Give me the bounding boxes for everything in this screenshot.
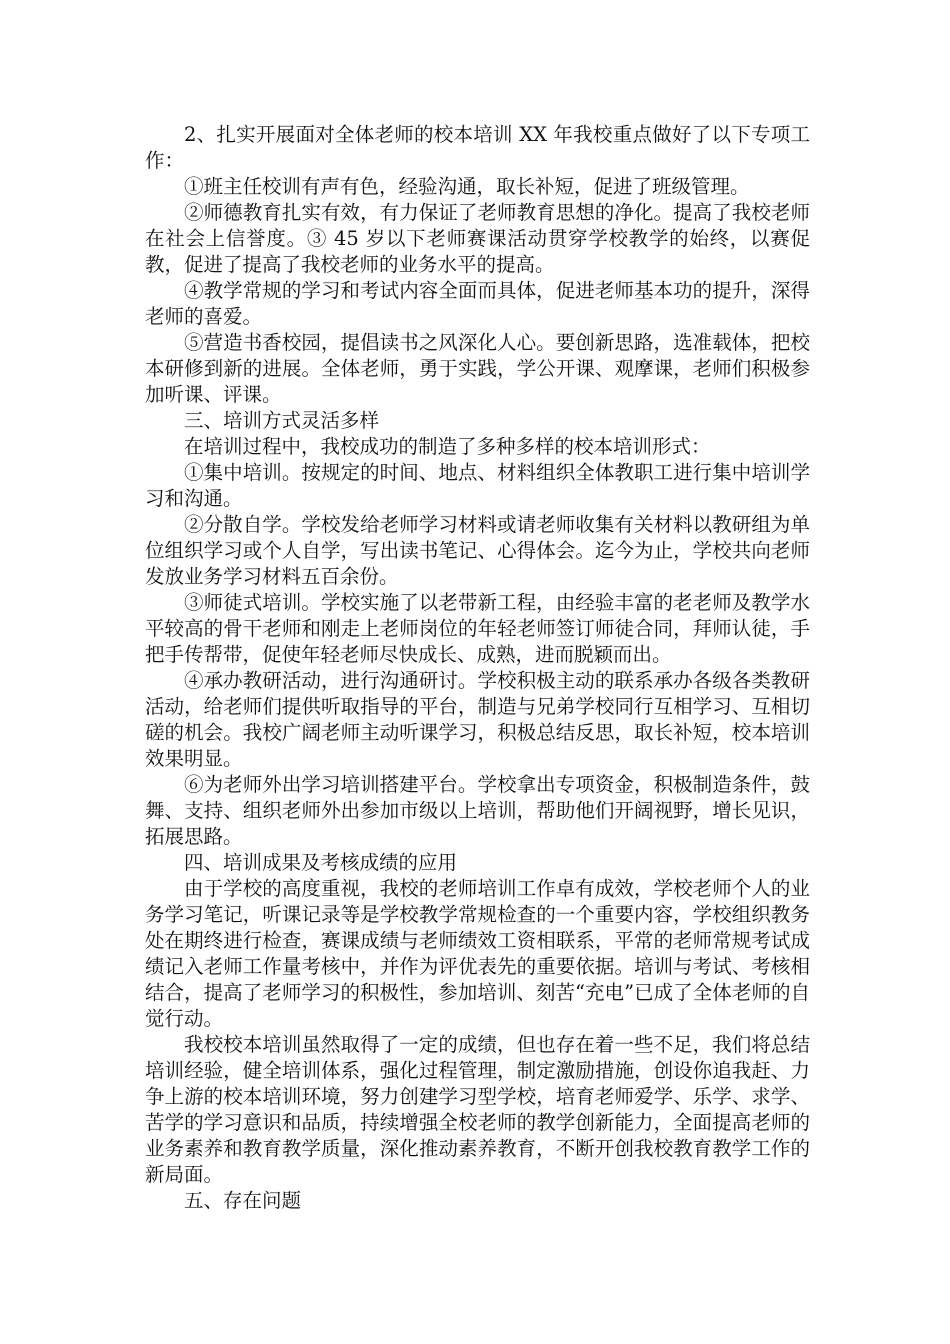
document-page (145, 122, 810, 1214)
paragraph-method-research: ④承办教研活动，进行沟通研讨。学校积极主动的联系承办各级各类教研活动，给老师们提供听取指导的平台，制造与兄弟学校同行互相学习、互相切磋的机会。我校广阔老师主动听课学习，积极总结反思，取长补短，校本培训效果明显。 (145, 669, 810, 770)
section-heading-problems: 五、存在问题 (184, 1189, 302, 1212)
paragraph-item-head-teacher: ①班主任校训有声有色，经验沟通，取长补短，促进了班级管理。 (184, 175, 750, 198)
paragraph-methods-intro: 在培训过程中，我校成功的制造了多种多样的校本培训形式： (184, 435, 711, 458)
paragraph-method-self-study: ②分散自学。学校发给老师学习材料或请老师收集有关材料以教研组为单位组织学习或个人自学，写出读书笔记、心得体会。迄今为止，学校共向老师发放业务学习材料五百余份。 (145, 513, 810, 588)
paragraph-method-centralized: ①集中培训。按规定的时间、地点、材料组织全体教职工进行集中培训学习和沟通。 (145, 461, 810, 510)
paragraph-method-mentorship: ③师徒式培训。学校实施了以老带新工程，由经验丰富的老老师及教学水平较高的骨干老师和刚走上老师岗位的年轻老师签订师徒合同，拜师认徒，手把手传帮带，促使年轻老师尽快成长、成熟，进而脱颖而出。 (145, 591, 810, 666)
paragraph-method-external: ⑥为老师外出学习培训搭建平台。学校拿出专项资金，积极制造条件，鼓舞、支持、组织老师外出参加市级以上培训，帮助他们开阔视野，增长见识，拓展思路。 (145, 773, 810, 848)
section-heading-results: 四、培训成果及考核成绩的应用 (184, 851, 458, 874)
paragraph-item-reading: ⑤营造书香校园，提倡读书之风深化人心。要创新思路，选准载体，把校本研修到新的进展。全体老师，勇于实践，学公开课、观摩课，老师们积极参加听课、评课。 (145, 331, 810, 406)
paragraph-results: 由于学校的高度重视，我校的老师培训工作卓有成效，学校老师个人的业务学习笔记，听课记录等是学校教学常规检查的一个重要内容，学校组织教务处在期终进行检查，赛课成绩与老师绩效工资相联系，平常的老师常规考试成绩记入老师工作量考核中，并作为评优表先的重要依据。培训与考试、考核相结合，提高了老师学习的积极性，参加培训、刻苦“充电”已成了全体老师的自觉行动。 (145, 877, 810, 1030)
paragraph-item-ethics: ②师德教育扎实有效，有力保证了老师教育思想的净化。提高了我校老师在社会上信誉度。③ 45 岁以下老师赛课活动贯穿学校教学的始终，以赛促教，促进了提高了我校老师的业务水平的提高。 (145, 201, 810, 276)
paragraph-summary: 我校校本培训虽然取得了一定的成绩，但也存在着一些不足，我们将总结培训经验，健全培训体系，强化过程管理，制定激励措施，创设你追我赶、力争上游的校本培训环境，努力创建学习型学校，培育老师爱学、乐学、求学、苦学的学习意识和品质，持续增强全校老师的教学创新能力，全面提高老师的业务素养和教育教学质量，深化推动素养教育，不断开创我校教育教学工作的新局面。 (145, 1033, 810, 1186)
paragraph-item-routine: ④教学常规的学习和考试内容全面而具体，促进老师基本功的提升，深得老师的喜爱。 (145, 279, 810, 328)
section-heading-methods: 三、培训方式灵活多样 (184, 409, 380, 432)
paragraph-training-items: 2、扎实开展面对全体老师的校本培训 XX 年我校重点做好了以下专项工作： (145, 123, 810, 172)
